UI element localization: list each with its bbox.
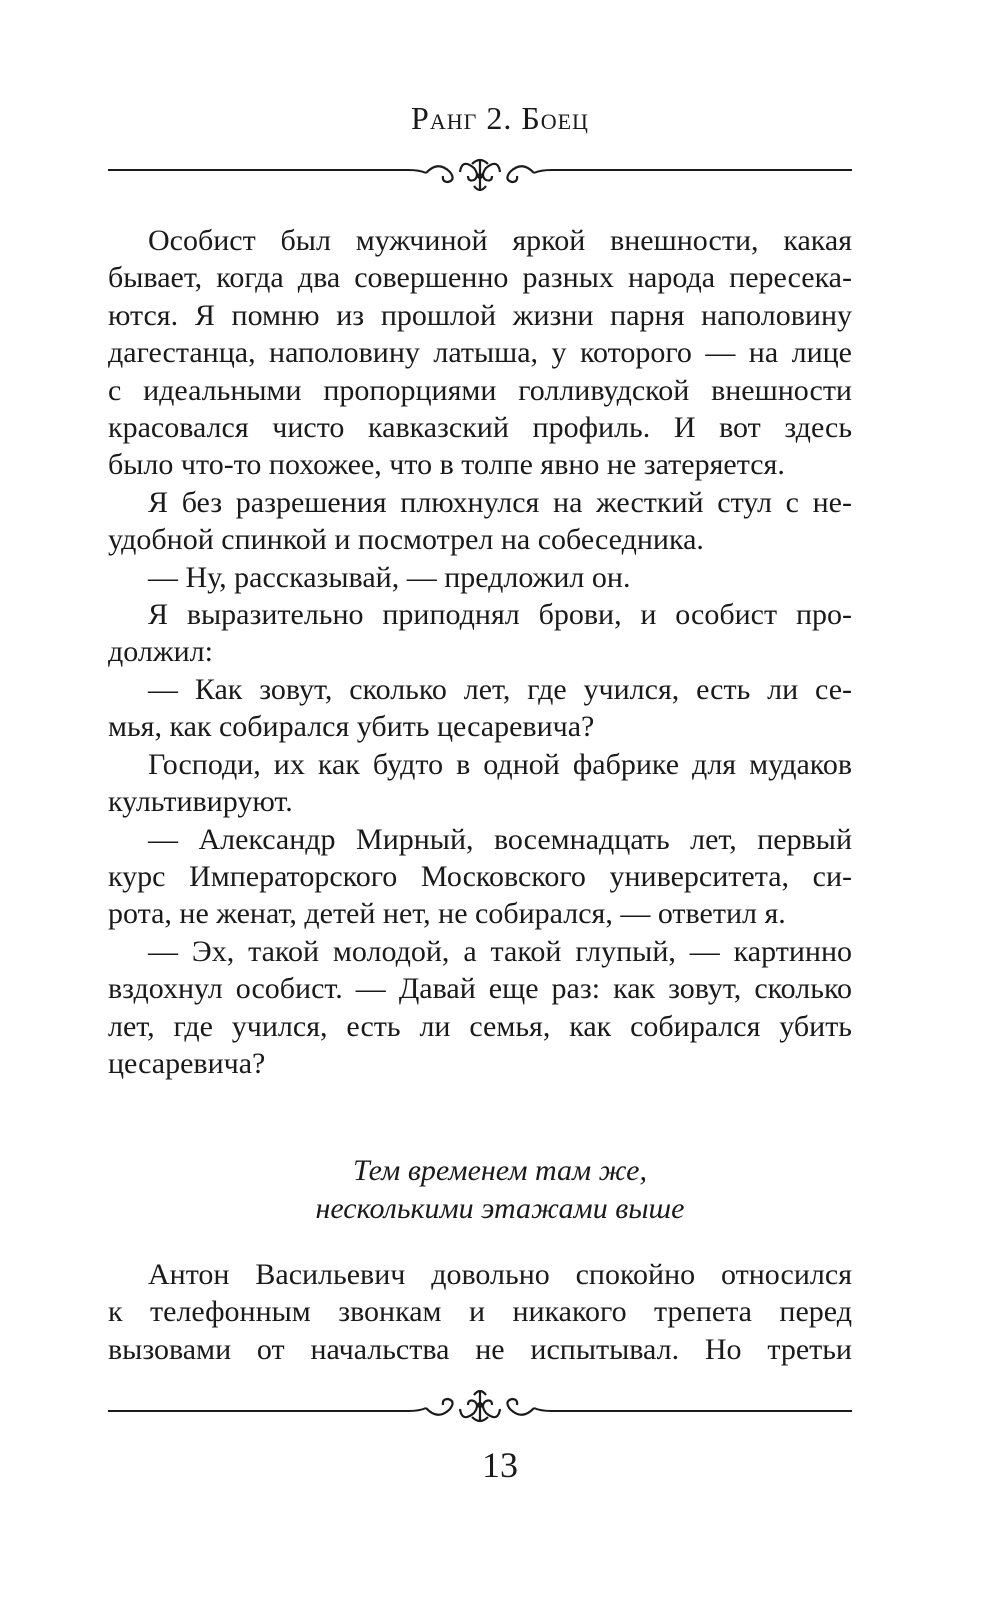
scene-break-heading <box>0 1152 1000 1228</box>
text-line: лет, где учился, есть ли семья, как собирался убить <box>108 1009 852 1043</box>
scene-break-line-2: несколькими этажами выше <box>315 1192 685 1225</box>
text-line: к телефонным звонкам и никакого трепета перед <box>108 1295 852 1329</box>
text-line: Особист был мужчиной яркой внешности, какая <box>148 224 852 257</box>
ornament-flourish-icon <box>108 1385 852 1435</box>
header-ornament-rule <box>108 150 852 200</box>
text-line: — Как зовут, сколько лет, где учился, есть ли се- <box>148 672 852 706</box>
text-line: дагестанца, наполовину латыша, у которого — на лице <box>108 336 852 370</box>
text-line: цесаревича? <box>108 1046 266 1080</box>
text-line: мья, как собирался убить цесаревича? <box>108 710 595 744</box>
ornament-flourish-icon <box>108 150 852 200</box>
continued-text <box>108 1256 852 1368</box>
text-line: рота, не женат, детей нет, не собирался, — ответил я. <box>108 897 786 931</box>
text-line: ются. Я помню из прошлой жизни парня наполовину <box>108 298 852 332</box>
text-line: Антон Васильевич довольно спокойно относился <box>148 1258 852 1291</box>
text-line: удобной спинкой и посмотрел на собеседника. <box>108 523 704 557</box>
text-line: было что-то похожее, что в толпе явно не затеряется. <box>108 448 785 482</box>
text-line: курс Императорского Московского университета, си- <box>108 859 852 893</box>
text-line: вздохнул особист. — Давай еще раз: как зовут, сколько <box>108 972 852 1006</box>
text-line: с идеальными пропорциями голливудской внешности <box>108 373 852 407</box>
text-line: Я выразительно приподнял брови, и особист про- <box>148 598 852 632</box>
text-line: культивируют. <box>108 785 293 819</box>
footer-ornament-rule <box>108 1385 852 1435</box>
text-line: Я без разрешения плюхнулся на жесткий стул с не- <box>148 485 852 519</box>
text-line: вызовами от начальства не испытывал. Но третьи <box>108 1332 852 1366</box>
page-number: 13 <box>482 1445 518 1485</box>
text-line: — Александр Мирный, восемнадцать лет, первый <box>148 822 852 856</box>
text-line: должил: <box>108 635 213 669</box>
scene-break-line-1: Тем временем там же, <box>353 1154 647 1187</box>
text-line: — Ну, рассказывай, — предложил он. <box>148 560 631 594</box>
running-header: Ранг 2. Боец <box>411 100 589 136</box>
text-line: бывает, когда два совершенно разных народа пересека- <box>108 261 852 295</box>
main-text <box>108 222 852 1082</box>
text-line: красовался чисто кавказский профиль. И вот здесь <box>108 411 852 445</box>
text-line: Господи, их как будто в одной фабрике для мудаков <box>148 747 852 781</box>
text-line: — Эх, такой молодой, а такой глупый, — картинно <box>148 934 852 968</box>
